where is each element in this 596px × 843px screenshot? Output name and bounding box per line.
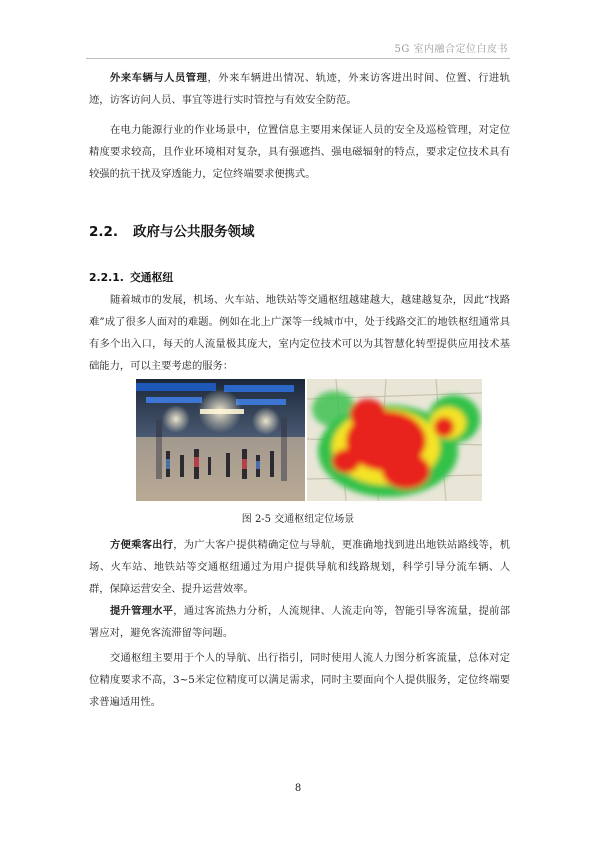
subsection-number: 2.2.1. <box>89 271 124 284</box>
paragraph <box>89 600 510 644</box>
figure-caption: 图 2-5 交通枢纽定位场景 <box>241 514 355 525</box>
block-power-industry <box>89 119 510 185</box>
running-header: 5G 室内融合定位白皮书 <box>394 44 508 55</box>
subsection-heading <box>89 270 173 285</box>
block-transport-summary <box>89 647 510 713</box>
figure-transport-hub <box>136 379 482 501</box>
section-heading <box>89 220 255 240</box>
heatmap-image <box>307 379 482 501</box>
paragraph-text: ，为广大客户提供精确定位与导航，更准确地找到进出地铁站路线等，机场、火车站、地铁站等交通枢纽通过为用户提供导航和线路规划，科学引导分流车辆、人群，保障运营安全、提升运营效率。 <box>89 539 511 595</box>
paragraph <box>89 534 510 600</box>
block-passenger-travel <box>89 534 510 600</box>
bold-lead: 外来车辆与人员管理 <box>110 72 208 84</box>
subsection-title: 交通枢纽 <box>130 271 174 284</box>
figure-image <box>136 379 482 501</box>
header-divider <box>86 58 510 59</box>
bold-lead: 方便乘客出行 <box>110 539 174 551</box>
bold-lead: 提升管理水平 <box>110 605 174 617</box>
paragraph: 交通枢纽主要用于个人的导航、出行指引，同时使用人流人力图分析客流量，总体对定位精度要求不高，3~5米定位精度可以满足需求，同时主要面向个人提供服务，定位终端要求普遍适用性。 <box>89 652 510 708</box>
block-transport-intro <box>89 289 510 377</box>
section-title: 政府与公共服务领域 <box>133 224 255 240</box>
paragraph-text: ，通过客流热力分析，人流规律、人流走向等，智能引导客流量，提前部署应对，避免客流滞留等问题。 <box>89 605 511 639</box>
section-number: 2.2. <box>89 224 119 240</box>
page-number: 8 <box>294 783 302 794</box>
paragraph: 在电力能源行业的作业场景中，位置信息主要用来保证人员的安全及巡检管理，对定位精度要求较高，且作业环境相对复杂，具有强遮挡、强电磁辐射的特点，要求定位技术具有较强的抗干扰及穿透能力，定位终端要求便携式。 <box>89 124 510 180</box>
paragraph: 随着城市的发展，机场、火车站、地铁站等交通枢纽越建越大，越建越复杂，因此“找路难”成了很多人面对的难题。例如在北上广深等一线城市中，处于线路交汇的地铁枢纽通常具有多个出入口，每天的人流量极其庞大，室内定位技术可以为其智慧化转型提供应用技术基础能力，可以主要考虑的服务： <box>89 294 510 372</box>
station-photo <box>136 379 305 501</box>
paragraph <box>89 67 510 111</box>
block-management-level <box>89 600 510 644</box>
block-visitor-management <box>89 67 510 111</box>
paragraph-text: ，外来车辆进出情况、轨迹，外来访客进出时间、位置、行进轨迹，访客访问人员、事宜等进行实时管控与有效安全防范。 <box>89 72 511 106</box>
